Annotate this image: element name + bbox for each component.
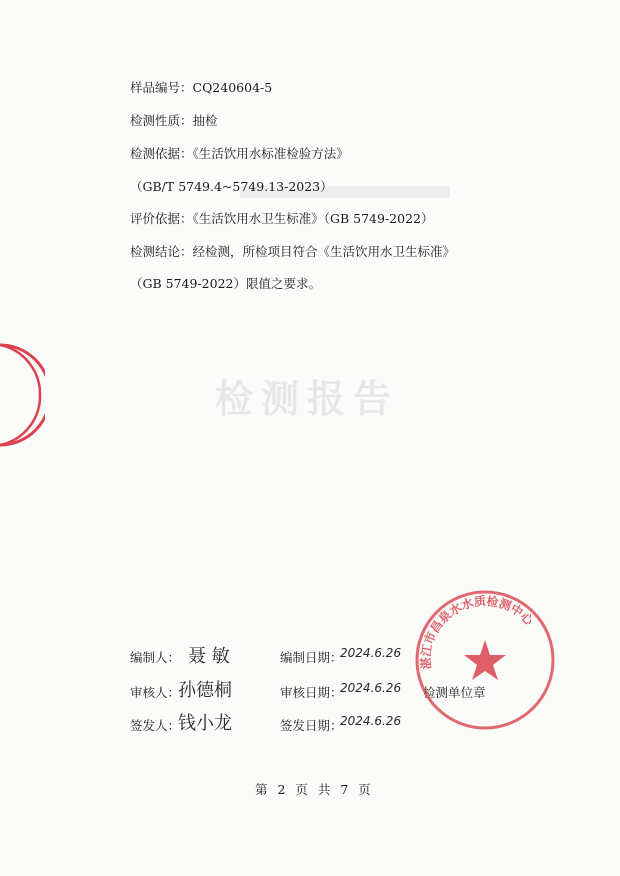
issuer-signature: 钱小龙 [178,713,232,734]
issue-date: 2024.6.26 [340,714,402,728]
official-seal-icon [410,585,560,735]
compile-date-label: 编制日期： [280,650,343,665]
test-basis-standard: （GB/T 5749.4~5749.13-2023） [130,179,333,194]
issue-date-label: 签发日期： [280,718,343,733]
evaluation-basis: 评价依据：《生活饮用水卫生标准》（GB 5749-2022） [130,211,434,226]
test-nature: 检测性质：抽检 [130,113,218,128]
compiler-signature: 聂 敏 [188,646,230,667]
test-basis: 检测依据：《生活饮用水标准检验方法》 [130,146,349,161]
review-date: 2024.6.26 [340,681,402,695]
review-date-label: 审核日期： [280,685,343,700]
issuer-label: 签发人： [130,718,181,733]
sample-number: 样品编号：CQ240604-5 [130,80,273,95]
page-footer: 第 2 页 共 7 页 [255,782,371,797]
test-conclusion: 检测结论：经检测，所检项目符合《生活饮用水卫生标准》 [130,244,456,259]
reviewer-signature: 孙德桐 [178,680,232,701]
compile-date: 2024.6.26 [340,646,402,660]
seal-text: 湛江市昌泉水水质检测中心 [418,594,536,670]
reviewer-label: 审核人： [130,685,181,700]
seal-caption: 检测单位章 [423,685,486,700]
bleed-through-title: 检测报告 [215,377,400,421]
half-seal-icon [0,340,45,450]
test-conclusion-cont: （GB 5749-2022）限值之要求。 [130,276,321,291]
compiler-label: 编制人： [130,650,181,665]
